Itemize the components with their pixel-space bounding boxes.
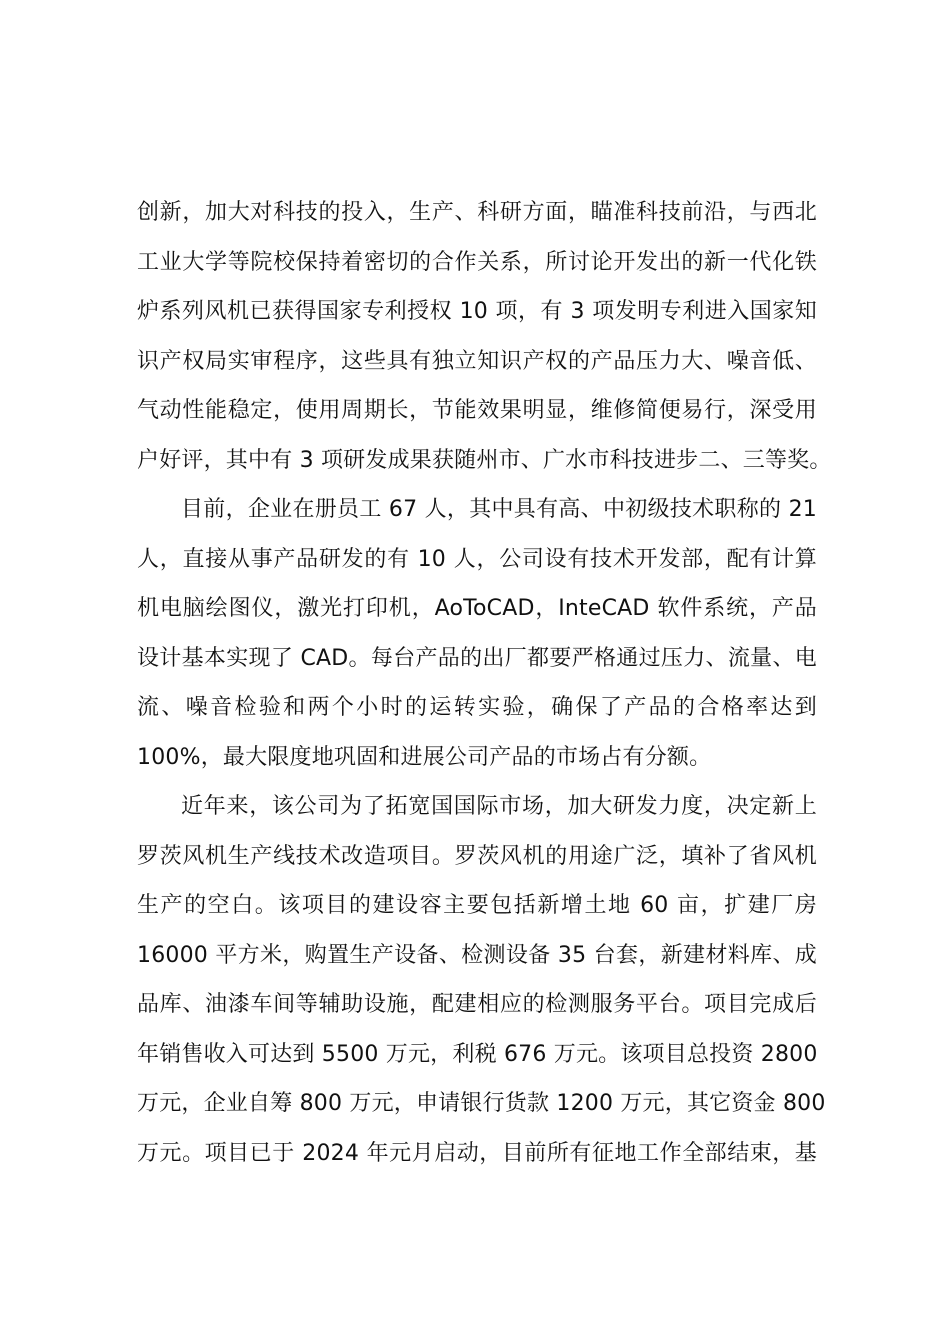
text-line: 机电脑绘图仪，激光打印机，AoToCAD，InteCAD 软件系统，产品 [137, 596, 817, 621]
document-body [137, 188, 832, 1178]
text-line: 设计基本实现了 CAD。每台产品的出厂都要严格通过压力、流量、电 [137, 645, 817, 671]
text-line: 识产权局实审程序，这些具有独立知识产权的产品压力大、噪音低、 [137, 348, 817, 374]
paragraph-project [137, 782, 826, 1178]
text-line: 目前，企业在册员工 67 人，其中具有高、中初级技术职称的 21 [181, 497, 817, 522]
text-line: 气动性能稳定，使用周期长，节能效果明显，维修简便易行，深受用 [137, 398, 817, 423]
text-line: 年销售收入可达到 5500 万元，利税 676 万元。该项目总投资 2800 [137, 1041, 818, 1067]
text-line: 近年来，该公司为了拓宽国国际市场，加大研发力度，决定新上 [181, 794, 817, 819]
text-line: 万元，企业自筹 800 万元，申请银行货款 1200 万元，其它资金 800 [137, 1091, 826, 1116]
text-line: 16000 平方米，购置生产设备、检测设备 35 台套，新建材料库、成 [137, 942, 817, 968]
text-line: 炉系列风机已获得国家专利授权 10 项，有 3 项发明专利进入国家知 [137, 299, 817, 324]
paragraph-staff [137, 485, 817, 782]
text-line: 100%，最大限度地巩固和进展公司产品的市场占有分额。 [137, 744, 712, 770]
text-line: 流、噪音检验和两个小时的运转实验，确保了产品的合格率达到 [137, 695, 817, 720]
text-line: 创新，加大对科技的投入，生产、科研方面，瞄准科技前沿，与西北 [137, 200, 817, 225]
text-line: 户好评，其中有 3 项研发成果获随州市、广水市科技进步二、三等奖。 [137, 447, 832, 473]
text-line: 罗茨风机生产线技术改造项目。罗茨风机的用途广泛，填补了省风机 [137, 843, 817, 869]
paragraph-innovation [137, 188, 832, 485]
text-line: 生产的空白。该项目的建设容主要包括新增土地 60 亩，扩建厂房 [137, 893, 817, 918]
text-line: 工业大学等院校保持着密切的合作关系，所讨论开发出的新一代化铁 [137, 249, 817, 275]
text-line: 品库、油漆车间等辅助设施，配建相应的检测服务平台。项目完成后 [137, 992, 817, 1017]
text-line: 万元。项目已于 2024 年元月启动，目前所有征地工作全部结束，基 [137, 1140, 817, 1166]
text-line: 人，直接从事产品研发的有 10 人，公司设有技术开发部，配有计算 [137, 546, 817, 572]
